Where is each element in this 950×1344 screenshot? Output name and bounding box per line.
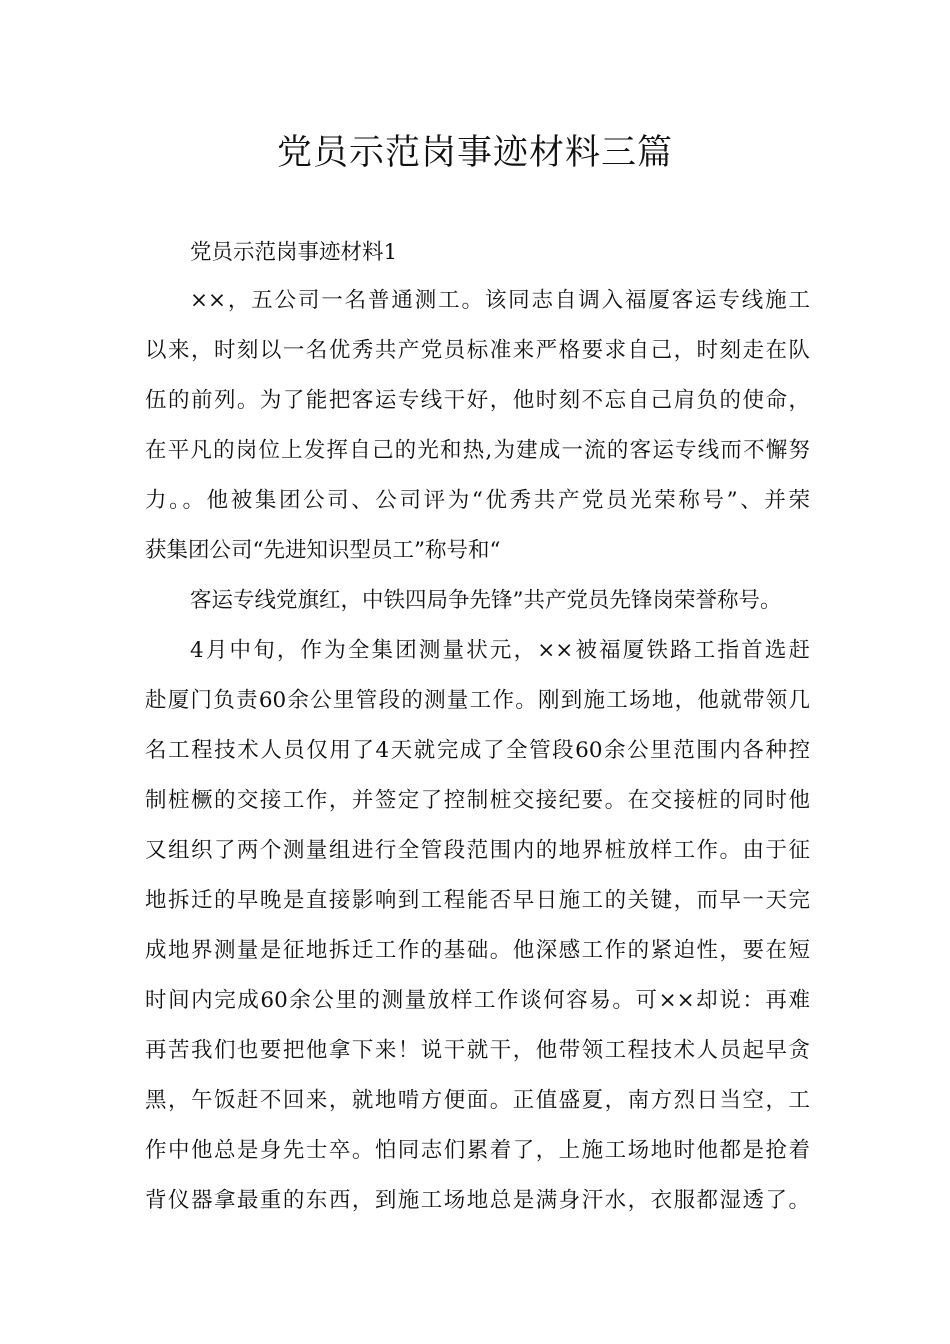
paragraph-line: 伍的前列。为了能把客运专线干好，他时刻不忘自己肩负的使命， (145, 388, 810, 413)
document-title: 党员示范岗事迹材料三篇 (276, 133, 673, 173)
paragraph-line: 时间内完成60余公里的测量放样工作谈何容易。可××却说：再难 (145, 988, 810, 1013)
paragraph-line: 赴厦门负责60余公里管段的测量工作。刚到施工场地，他就带领几 (145, 688, 810, 713)
paragraph-line: 又组织了两个测量组进行全管段范围内的地界桩放样工作。由于征 (145, 838, 810, 863)
paragraph-line: 成地界测量是征地拆迁工作的基础。他深感工作的紧迫性，要在短 (145, 938, 810, 963)
paragraph-line: 在平凡的岗位上发挥自己的光和热,为建成一流的客运专线而不懈努 (145, 438, 810, 463)
paragraph-line: 作中他总是身先士卒。怕同志们累着了，上施工场地时他都是抢着 (145, 1138, 810, 1163)
paragraph-line: 黑，午饭赶不回来，就地啃方便面。正值盛夏，南方烈日当空，工 (145, 1088, 810, 1113)
paragraph-line: 获集团公司“先进知识型员工”称号和“ (145, 538, 501, 563)
paragraph-line: 以来，时刻以一名优秀共产党员标准来严格要求自己，时刻走在队 (145, 338, 810, 363)
paragraph-line: 背仪器拿最重的东西，到施工场地总是满身汗水，衣服都湿透了。 (145, 1188, 810, 1213)
paragraph-line: 再苦我们也要把他拿下来！说干就干，他带领工程技术人员起早贪 (145, 1038, 810, 1063)
paragraph-line: 地拆迁的早晚是直接影响到工程能否早日施工的关键，而早一天完 (145, 888, 810, 913)
paragraph-line: 力。。他被集团公司、公司评为“优秀共产党员光荣称号”、并荣 (145, 488, 810, 513)
paragraph-line: 4月中旬，作为全集团测量状元，××被福厦铁路工指首选赶 (190, 638, 810, 663)
paragraph-line: 名工程技术人员仅用了4天就完成了全管段60余公里范围内各种控 (145, 738, 810, 763)
paragraph-line: 制桩橛的交接工作，并签定了控制桩交接纪要。在交接桩的同时他 (145, 788, 810, 813)
paragraph-line: ××，五公司一名普通测工。该同志自调入福厦客运专线施工 (190, 288, 810, 313)
subheading-material-1: 党员示范岗事迹材料1 (190, 240, 398, 265)
paragraph-line: 客运专线党旗红，中铁四局争先锋”共产党员先锋岗荣誉称号。 (190, 588, 782, 613)
